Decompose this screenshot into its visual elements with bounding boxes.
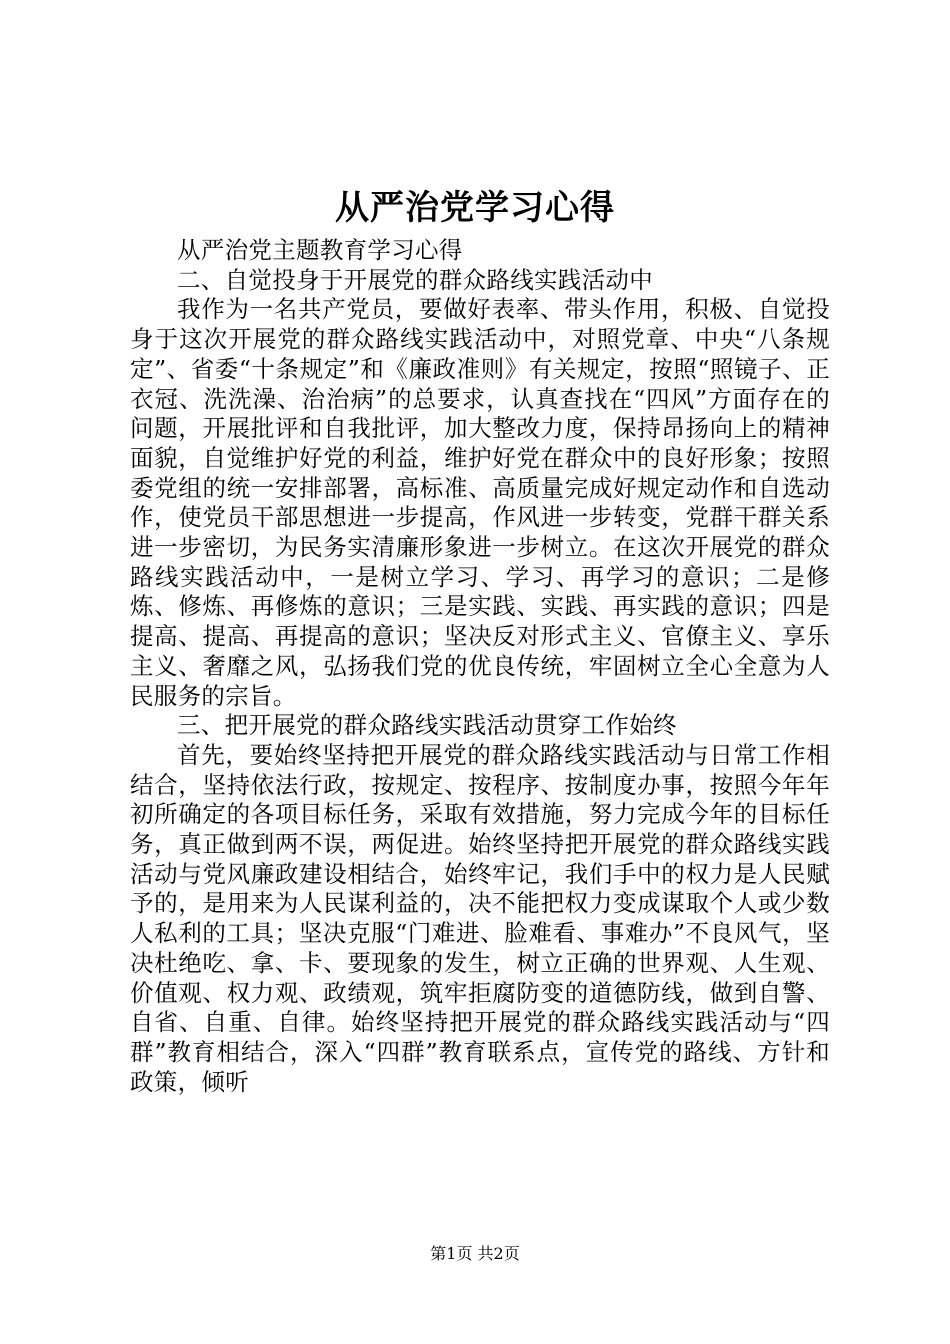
paragraph-heading-3: 三、把开展党的群众路线实践活动贯穿工作始终 (177, 711, 677, 740)
document-body (130, 236, 830, 1097)
paragraph-subtitle: 从严治党主题教育学习心得 (177, 236, 463, 264)
paragraph-heading-2: 二、自觉投身于开展党的群众路线实践活动中 (177, 265, 653, 294)
paragraph-body-2: 首先，要始终坚持把开展党的群众路线实践活动与日常工作相结合，坚持依法行政，按规定、按程序、按制度办事，按照今年年初所确定的各项目标任务，采取有效措施，努力完成今年的目标任务，真正做到两不误，两促进。始终坚持把开展党的群众路线实践活动与党风廉政建设相结合，始终牢记，我们手中的权力是人民赋予的，是用来为人民谋利益的，决不能把权力变成谋取个人或少数人私利的工具；坚决克服“门难进、脸难看、事难办”不良风气，坚决杜绝吃、拿、卡、要现象的发生，树立正确的世界观、人生观、价值观、权力观、政绩观，筑牢拒腐防变的道德防线，做到自警、自省、自重、自律。始终坚持把开展党的群众路线实践活动与“四群”教育相结合，深入“四群”教育联系点，宣传党的路线、方针和政策，倾听 (130, 740, 830, 1096)
paragraph-body-1: 我作为一名共产党员，要做好表率、带头作用，积极、自觉投身于这次开展党的群众路线实践活动中，对照党章、中央“八条规定”、省委“十条规定”和《廉政准则》有关规定，按照“照镜子、正衣冠、洗洗澡、治治病”的总要求，认真查找在“四风”方面存在的问题，开展批评和自我批评，加大整改力度，保持昂扬向上的精神面貌，自觉维护好党的利益，维护好党在群众中的良好形象；按照委党组的统一安排部署，高标准、高质量完成好规定动作和自选动作，使党员干部思想进一步提高，作风进一步转变，党群干群关系进一步密切，为民务实清廉形象进一步树立。在这次开展党的群众路线实践活动中，一是树立学习、学习、再学习的意识；二是修炼、修炼、再修炼的意识；三是实践、实践、再实践的意识；四是提高、提高、再提高的意识；坚决反对形式主义、官僚主义、享乐主义、奢靡之风，弘扬我们党的优良传统，牢固树立全心全意为人民服务的宗旨。 (130, 295, 830, 710)
document-title: 从严治党学习心得 (335, 188, 615, 228)
page-number-footer: 第1页 共2页 (430, 1244, 520, 1263)
